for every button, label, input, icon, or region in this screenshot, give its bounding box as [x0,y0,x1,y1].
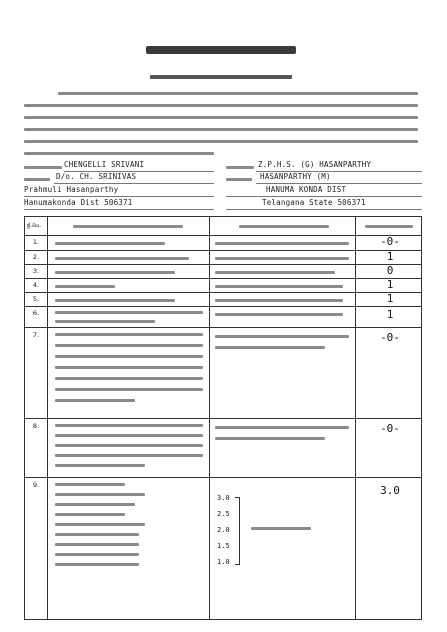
school-district: HANUMA KONDA DIST [266,185,347,194]
student-village: Prahmuli Hasanparthy [24,185,119,194]
serial-header: క్ర.సం. [27,222,42,229]
school-mandal: HASANPARTHY (M) [260,172,331,181]
score-row-4: 1 [386,278,394,291]
score-row-2: 1 [386,250,394,263]
scale-value: 2.0 [217,526,230,534]
scale-value: 3.0 [217,494,230,502]
score-row-7: -0- [380,331,400,344]
score-row-9: 3.0 [380,484,400,497]
scale-value: 1.5 [217,542,230,550]
questionnaire-table: క్ర.సం. 1. -0- 2. 1 3. 0 4. 1 5. 1 6. 1 7. -0- 8. -0- 9. 3.0 2.5 2.0 1.5 1.0 3.0 [24,216,422,620]
answer-header [239,225,329,228]
score-row-8: -0- [380,422,400,435]
student-name: CHENGELLI SRIVANI [64,160,145,169]
score-row-1: -0- [380,235,400,248]
student-parent: D/o. CH. SRINIVAS [56,172,137,181]
score-row-6: 1 [386,308,394,321]
school-name: Z.P.H.S. (G) HASANPARTHY [258,160,372,169]
score-row-3: 0 [386,264,394,277]
parent-label [24,178,50,181]
score-row-5: 1 [386,292,394,305]
address-label [226,178,252,181]
score-header [365,225,413,228]
form-title [146,46,296,54]
school-label [226,166,254,169]
student-district: Hanumakonda Dist 506371 [24,198,133,207]
form-subtitle [150,75,292,79]
school-state: Telangana State 506371 [262,198,366,207]
scale-value: 2.5 [217,510,230,518]
scale-brace [235,497,240,565]
scale-value: 1.0 [217,558,230,566]
question-header [73,225,183,228]
name-label [24,166,62,169]
